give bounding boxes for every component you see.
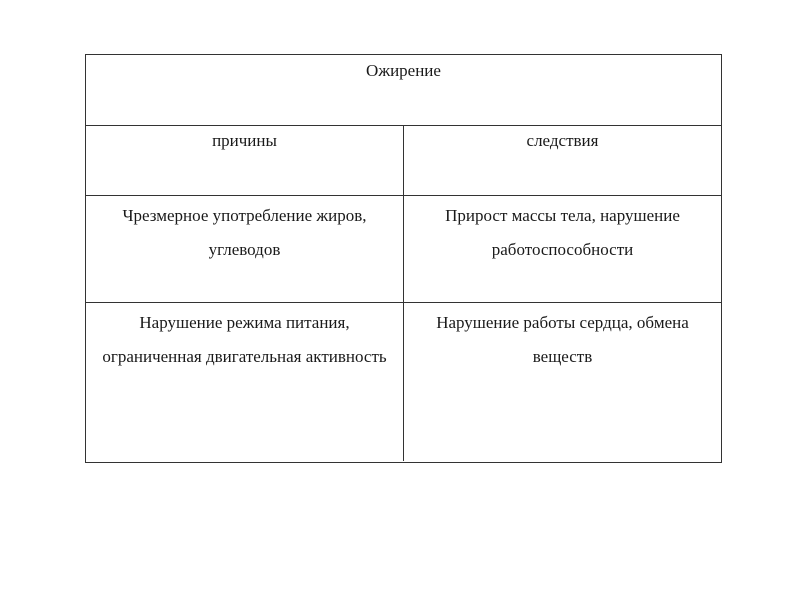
table-row xyxy=(86,196,721,303)
cause-text: Чрезмерное употребление жиров, углеводов xyxy=(122,206,367,259)
header-cell-causes xyxy=(86,126,404,195)
consequence-cell xyxy=(404,303,721,461)
consequence-text: Нарушение работы сердца, обмена веществ xyxy=(436,313,689,366)
header-cell-consequences xyxy=(404,126,721,195)
header-consequences: следствия xyxy=(526,131,599,150)
header-causes: причины xyxy=(212,131,277,150)
table-title: Ожирение xyxy=(366,61,441,80)
consequence-cell xyxy=(404,196,721,302)
table-header-row xyxy=(86,126,721,196)
obesity-table xyxy=(85,54,722,463)
table-title-cell xyxy=(86,55,721,125)
table-title-row xyxy=(86,55,721,126)
cause-text: Нарушение режима питания, ограниченная двигательная активность xyxy=(102,313,387,366)
cause-cell xyxy=(86,196,404,302)
consequence-text: Прирост массы тела, нарушение работоспособности xyxy=(445,206,680,259)
table-row xyxy=(86,303,721,461)
cause-cell xyxy=(86,303,404,461)
